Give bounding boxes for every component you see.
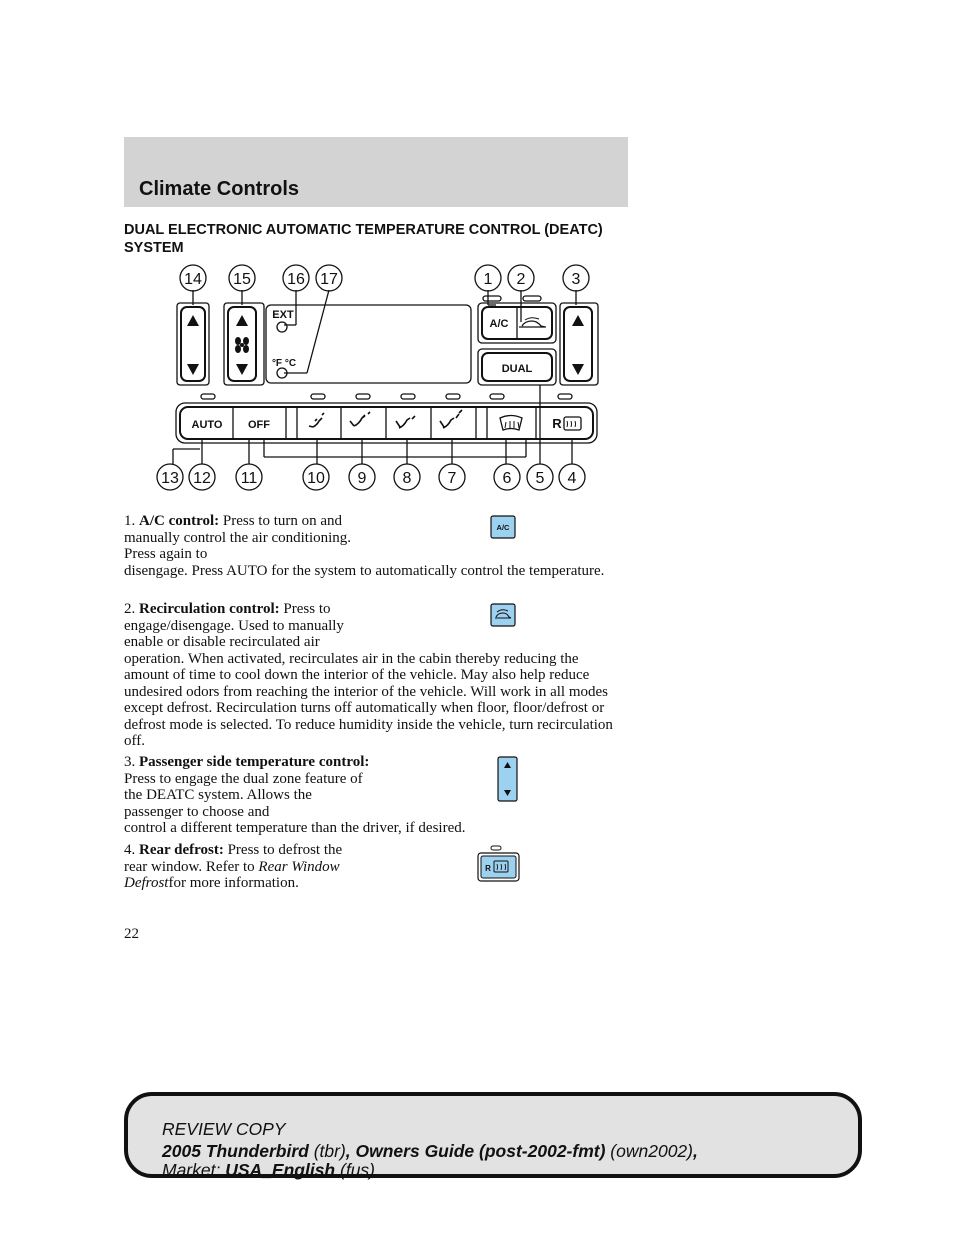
callout-5: 5 [535, 470, 545, 487]
page-subheading: DUAL ELECTRONIC AUTOMATIC TEMPERATURE CONTROL (DEATC) SYSTEM [124, 222, 603, 256]
ac-button-icon [490, 515, 516, 540]
auto-label: AUTO [191, 419, 223, 431]
callout-2: 2 [516, 271, 526, 288]
callout-15: 15 [233, 271, 251, 288]
item-title: Rear defrost: [139, 842, 224, 858]
callout-13: 13 [161, 470, 179, 487]
recirculation-car-icon [490, 603, 516, 628]
callout-14: 14 [184, 271, 202, 288]
svg-text:R: R [485, 864, 491, 873]
ac-label: A/C [489, 318, 509, 330]
callout-8: 8 [402, 470, 412, 487]
callout-9: 9 [357, 470, 367, 487]
callout-12: 12 [193, 470, 211, 487]
callout-17: 17 [320, 271, 338, 288]
off-label: OFF [248, 419, 270, 431]
item-recirculation-control [124, 601, 624, 750]
svg-text:A/C: A/C [496, 523, 510, 532]
cross-reference[interactable]: Rear Window Defrost [124, 858, 340, 891]
item-number: 2. [124, 601, 136, 617]
callout-7: 7 [447, 470, 457, 487]
item-text: Press to turn on and manually control the air conditioning. Press again to [124, 513, 352, 562]
item-title: Passenger side temperature control: [139, 754, 370, 770]
item-text: Press to defrost the rear window. Refer to [124, 842, 343, 875]
item-text: Press to engage the dual zone feature of the DEATC system. Allows the passenger to choose and [124, 770, 363, 820]
item-text-rest: disengage. Press AUTO for the system to automatically control the temperature. [124, 562, 605, 579]
deatc-panel-diagram [150, 262, 610, 497]
footer-line-guide: 2005 Thunderbird (tbr), Owners Guide (post-2002-fmt) (own2002), [162, 1141, 698, 1161]
section-title: Climate Controls [139, 178, 300, 200]
item-rear-defrost [124, 842, 364, 892]
rear-label: R [552, 416, 562, 431]
item-text: Press to engage/disengage. Used to manually enable or disable recirculated air [124, 601, 344, 650]
item-number: 1. [124, 513, 136, 529]
footer-line-market: Market: USA_English (fus) [162, 1160, 375, 1180]
callout-10: 10 [307, 470, 325, 487]
item-text-rest: control a different temperature than the driver, if desired. [124, 820, 466, 836]
item-number: 3. [124, 754, 136, 770]
callout-4: 4 [567, 470, 577, 487]
callout-3: 3 [571, 271, 581, 288]
ext-label: EXT [272, 309, 294, 321]
item-text-rest: operation. When activated, recirculates air in the cabin thereby reducing the amount of time to cool down the interior of the vehicle. May also help reduce undesired odors from reaching the interior of the vehicle. Will work in all modes except defrost. Recirculation turns off automatically when floor, floor/defrost or defrost mode is selected. To reduce humidity inside the vehicle, turn recirculation off. [124, 650, 613, 749]
temperature-up-down-icon [497, 756, 519, 803]
item-number: 4. [124, 842, 136, 858]
callout-6: 6 [502, 470, 512, 487]
callout-16: 16 [287, 271, 305, 288]
item-title: Recirculation control: [139, 601, 280, 617]
item-text-after: for more information. [168, 875, 299, 891]
item-ac-control [124, 513, 624, 579]
page-number: 22 [124, 926, 139, 942]
fc-label: °F °C [271, 358, 297, 369]
dual-label: DUAL [501, 363, 533, 375]
callout-11: 11 [240, 470, 258, 487]
item-passenger-temperature [124, 754, 624, 837]
rear-defrost-icon [477, 845, 521, 883]
footer-line-review: REVIEW COPY [162, 1119, 286, 1139]
item-title: A/C control: [139, 513, 220, 529]
callout-1: 1 [483, 271, 493, 288]
